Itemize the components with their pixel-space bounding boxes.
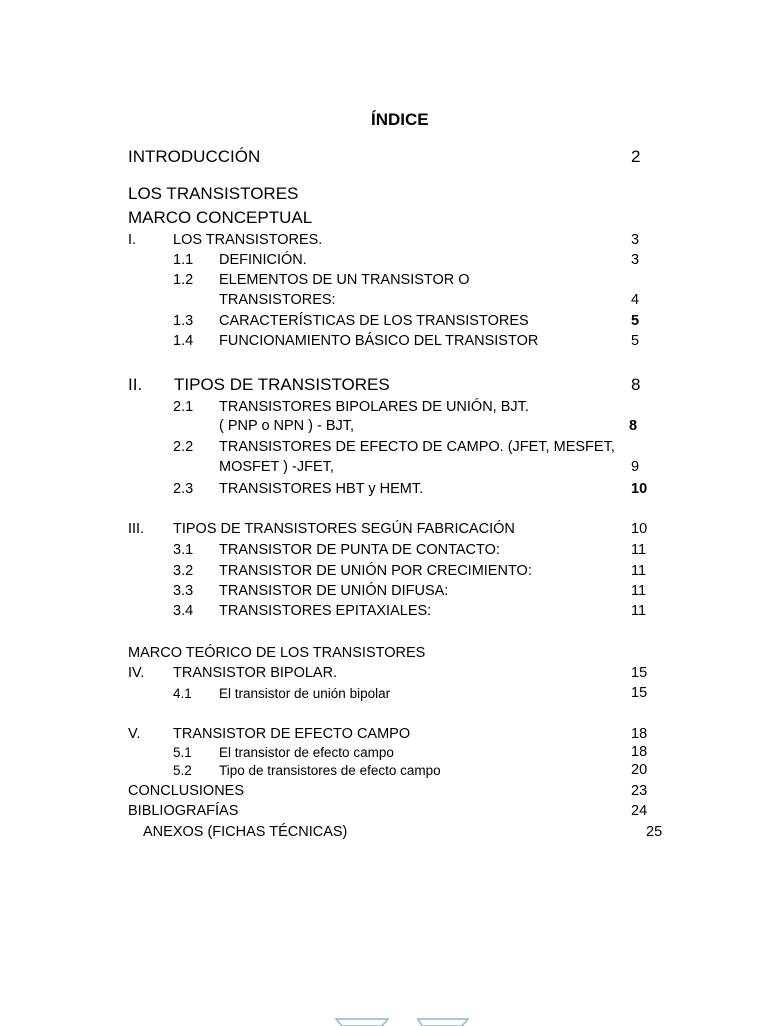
toc-item-num: 3.4 <box>173 603 194 619</box>
toc-item-num: 5.1 <box>173 745 192 760</box>
toc-item-page: 11 <box>631 583 647 599</box>
toc-item-page: 8 <box>629 418 638 434</box>
toc-item-label: TRANSISTORES EPITAXIALES: <box>219 603 432 619</box>
toc-item-page: 5 <box>631 333 640 349</box>
toc-intro-label: INTRODUCCIÓN <box>128 147 261 166</box>
toc-bibliography-label: BIBLIOGRAFÍAS <box>128 803 239 819</box>
toc-item-label: CARACTERÍSTICAS DE LOS TRANSISTORES <box>219 313 529 329</box>
toc-chapter-1-page: 3 <box>631 232 640 248</box>
toc-chapter-4-page: 15 <box>631 665 648 681</box>
toc-conclusions-label: CONCLUSIONES <box>128 783 245 799</box>
toc-chapter-3-num: III. <box>128 521 145 537</box>
toc-item-num: 1.3 <box>173 313 194 329</box>
toc-annexes-page: 25 <box>646 824 663 840</box>
toc-chapter-4-num: IV. <box>128 665 145 681</box>
footer-decoration-left <box>334 1018 390 1026</box>
toc-item-num: 2.1 <box>173 399 194 415</box>
toc-item-label: El transistor de unión bipolar <box>219 686 391 701</box>
toc-item-page: 4 <box>631 292 640 308</box>
section-heading-theory: MARCO TEÓRICO DE LOS TRANSISTORES <box>128 645 426 661</box>
toc-item-label-continued: MOSFET ) -JFET, <box>219 459 334 475</box>
toc-item-label: FUNCIONAMIENTO BÁSICO DEL TRANSISTOR <box>219 333 539 349</box>
toc-item-label: El transistor de efecto campo <box>219 745 394 760</box>
toc-item-page: 3 <box>631 252 640 268</box>
toc-item-page: 11 <box>631 542 647 558</box>
page-title: ÍNDICE <box>371 110 429 129</box>
toc-item-page: 11 <box>631 563 647 579</box>
toc-item-label: TRANSISTOR DE PUNTA DE CONTACTO: <box>219 542 500 558</box>
section-heading-conceptual: MARCO CONCEPTUAL <box>128 208 313 227</box>
footer-decoration-right <box>416 1018 470 1026</box>
toc-item-page: 18 <box>631 744 648 760</box>
toc-chapter-2-page: 8 <box>631 375 641 394</box>
toc-item-num: 4.1 <box>173 686 192 701</box>
toc-item-num: 1.2 <box>173 272 194 288</box>
toc-item-num: 3.2 <box>173 563 194 579</box>
toc-chapter-2-num: II. <box>128 375 143 394</box>
toc-conclusions-page: 23 <box>631 783 648 799</box>
toc-item-page: 11 <box>631 603 647 619</box>
toc-chapter-3-page: 10 <box>631 521 648 537</box>
toc-item-label: Tipo de transistores de efecto campo <box>219 763 441 778</box>
toc-chapter-1-num: I. <box>128 232 137 248</box>
toc-item-label: TRANSISTORES DE EFECTO DE CAMPO. (JFET, MESFET, <box>219 439 615 455</box>
toc-item-label: ELEMENTOS DE UN TRANSISTOR O <box>219 272 470 288</box>
toc-bibliography-page: 24 <box>631 803 648 819</box>
toc-chapter-4-label: TRANSISTOR BIPOLAR. <box>173 665 338 681</box>
toc-intro-page: 2 <box>631 147 641 166</box>
toc-annexes-label: ANEXOS (FICHAS TÉCNICAS) <box>143 824 348 840</box>
toc-chapter-5-label: TRANSISTOR DE EFECTO CAMPO <box>173 726 411 742</box>
toc-item-num: 2.2 <box>173 439 194 455</box>
toc-item-num: 5.2 <box>173 763 192 778</box>
toc-item-label-continued: ( PNP o NPN ) - BJT, <box>219 418 355 434</box>
toc-item-num: 3.3 <box>173 583 194 599</box>
toc-item-num: 1.4 <box>173 333 194 349</box>
toc-item-num: 1.1 <box>173 252 194 268</box>
toc-item-page: 15 <box>631 685 648 701</box>
toc-item-label: TRANSISTOR DE UNIÓN DIFUSA: <box>219 583 449 599</box>
toc-item-label: TRANSISTOR DE UNIÓN POR CRECIMIENTO: <box>219 563 532 579</box>
toc-chapter-5-num: V. <box>128 726 141 742</box>
toc-item-label: TRANSISTORES BIPOLARES DE UNIÓN, BJT. <box>219 399 529 415</box>
section-heading-transistors: LOS TRANSISTORES <box>128 184 299 203</box>
toc-item-page: 5 <box>631 313 640 329</box>
toc-item-page: 10 <box>631 481 648 497</box>
toc-chapter-5-page: 18 <box>631 726 648 742</box>
toc-item-label-continued: TRANSISTORES: <box>219 292 336 308</box>
toc-item-label: TRANSISTORES HBT y HEMT. <box>219 481 424 497</box>
toc-chapter-1-label: LOS TRANSISTORES. <box>173 232 323 248</box>
toc-item-num: 3.1 <box>173 542 194 558</box>
toc-item-num: 2.3 <box>173 481 194 497</box>
toc-item-label: DEFINICIÓN. <box>219 252 307 268</box>
toc-item-page: 9 <box>631 459 640 475</box>
toc-item-page: 20 <box>631 762 648 778</box>
toc-chapter-2-label: TIPOS DE TRANSISTORES <box>174 375 390 394</box>
toc-chapter-3-label: TIPOS DE TRANSISTORES SEGÚN FABRICACIÓN <box>173 521 515 537</box>
